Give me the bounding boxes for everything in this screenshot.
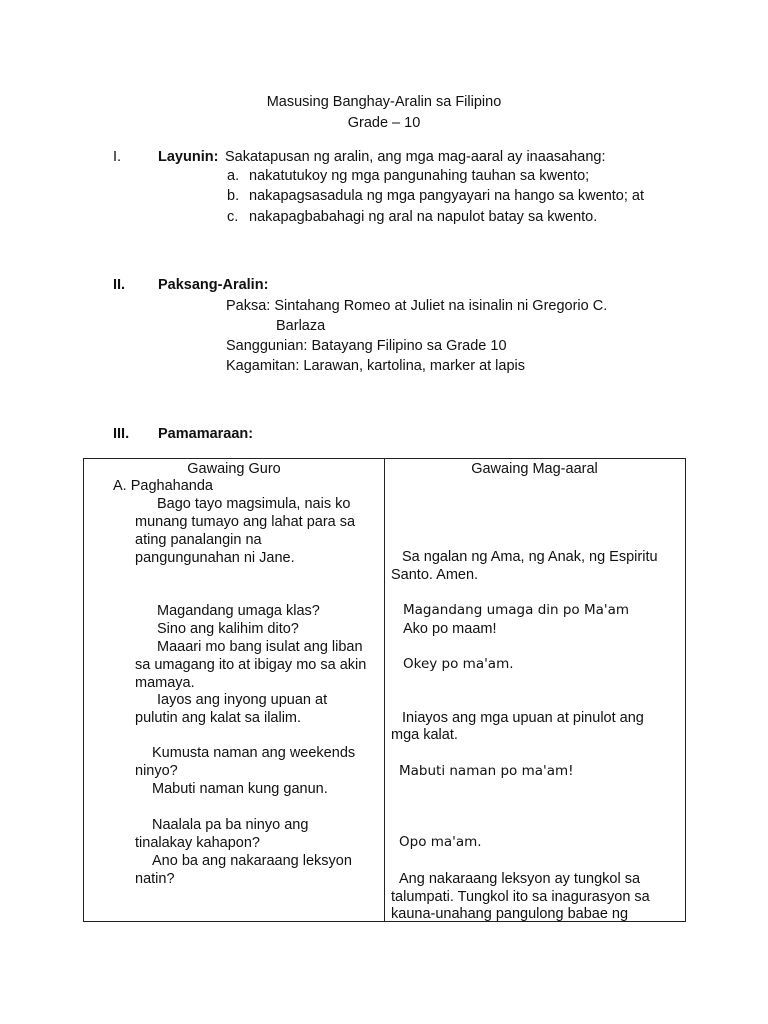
teacher-lesson-line1: Ano ba ang nakaraang leksyon [152,853,352,869]
teacher-secretary-question: Sino ang kalihim dito? [157,621,299,637]
student-lesson-line2: talumpati. Tungkol ito sa inagurasyon sa [391,889,650,905]
student-chairs-line1: Iniayos ang mga upuan at pinulot ang [402,710,644,726]
student-prayer-line1: Sa ngalan ng Ama, ng Anak, ng Espiritu [402,549,658,565]
teacher-weekend-line2: ninyo? [135,763,178,779]
teacher-prayer-line3: ating panalangin na [135,532,262,548]
student-volunteer: Ako po maam! [403,621,497,637]
section3-heading: Pamamaraan: [158,426,254,442]
teacher-recall-line2: tinalakay kahapon? [135,835,260,851]
teacher-lesson-line2: natin? [135,871,175,887]
section1-heading: Layunin: [158,149,219,165]
teacher-prayer-line1: Bago tayo magsimula, nais ko [157,496,351,512]
objective-marker-c: c. [227,209,239,225]
objective-marker-b: b. [227,188,240,204]
teacher-chairs-line1: Iayos ang inyong upuan at [157,692,328,708]
student-lesson-line1: Ang nakaraang leksyon ay tungkol sa [399,871,641,887]
column-divider [384,459,385,921]
teacher-chairs-line2: pulutin ang kalat sa ilalim. [135,710,302,726]
objective-b: nakapagsasadula ng mga pangyayari na hango sa kwento; at [249,188,645,204]
paksa-line2: Barlaza [276,318,326,334]
teacher-absence-line2: sa umagang ito at ibigay mo sa akin [135,657,367,673]
teacher-recall-line1: Naalala pa ba ninyo ang [152,817,309,833]
teacher-absence-line1: Maaari mo bang isulat ang liban [157,639,363,655]
student-okay: Okey po ma'am. [403,656,514,672]
student-column-header: Gawaing Mag-aaral [471,461,598,477]
teacher-greeting: Magandang umaga klas? [157,603,320,619]
section2-heading: Paksang-Aralin: [158,277,269,293]
student-greeting: Magandang umaga din po Ma'am [403,602,630,618]
objective-marker-a: a. [227,168,240,184]
kagamitan: Kagamitan: Larawan, kartolina, marker at lapis [226,358,526,374]
objective-a: nakatutukoy ng mga pangunahing tauhan sa kwento; [249,168,590,184]
teacher-absence-line3: mamaya. [135,675,195,691]
student-lesson-line3: kauna-unahang pangulong babae ng [391,906,629,922]
section1-intro: Sakatapusan ng aralin, ang mga mag-aaral ay inaasahang: [225,149,606,165]
paksa-line1: Paksa: Sintahang Romeo at Juliet na isinalin ni Gregorio C. [226,298,608,314]
sanggunian: Sanggunian: Batayang Filipino sa Grade 10 [226,338,507,354]
grade-level: Grade – 10 [347,115,421,131]
teacher-prayer-line2: munang tumayo ang lahat para sa [135,514,356,530]
teacher-weekend-line1: Kumusta naman ang weekends [152,745,356,761]
part-a-label: A. Paghahanda [113,478,213,494]
teacher-column-header: Gawaing Guro [187,461,281,477]
student-chairs-line2: mga kalat. [391,727,458,743]
student-prayer-line2: Santo. Amen. [391,567,479,583]
student-weekend-reply: Mabuti naman po ma'am! [399,763,574,779]
objective-c: nakapagbabahagi ng aral na napulot batay sa kwento. [249,209,598,225]
teacher-good-reply: Mabuti naman kung ganun. [152,781,328,797]
teacher-prayer-line4: pangungunahan ni Jane. [135,550,295,566]
section3-numeral: III. [113,426,130,442]
student-yes: Opo ma'am. [399,834,482,850]
section1-numeral: I. [113,149,122,165]
document-title: Masusing Banghay-Aralin sa Filipino [266,94,502,110]
section2-numeral: II. [113,277,126,293]
